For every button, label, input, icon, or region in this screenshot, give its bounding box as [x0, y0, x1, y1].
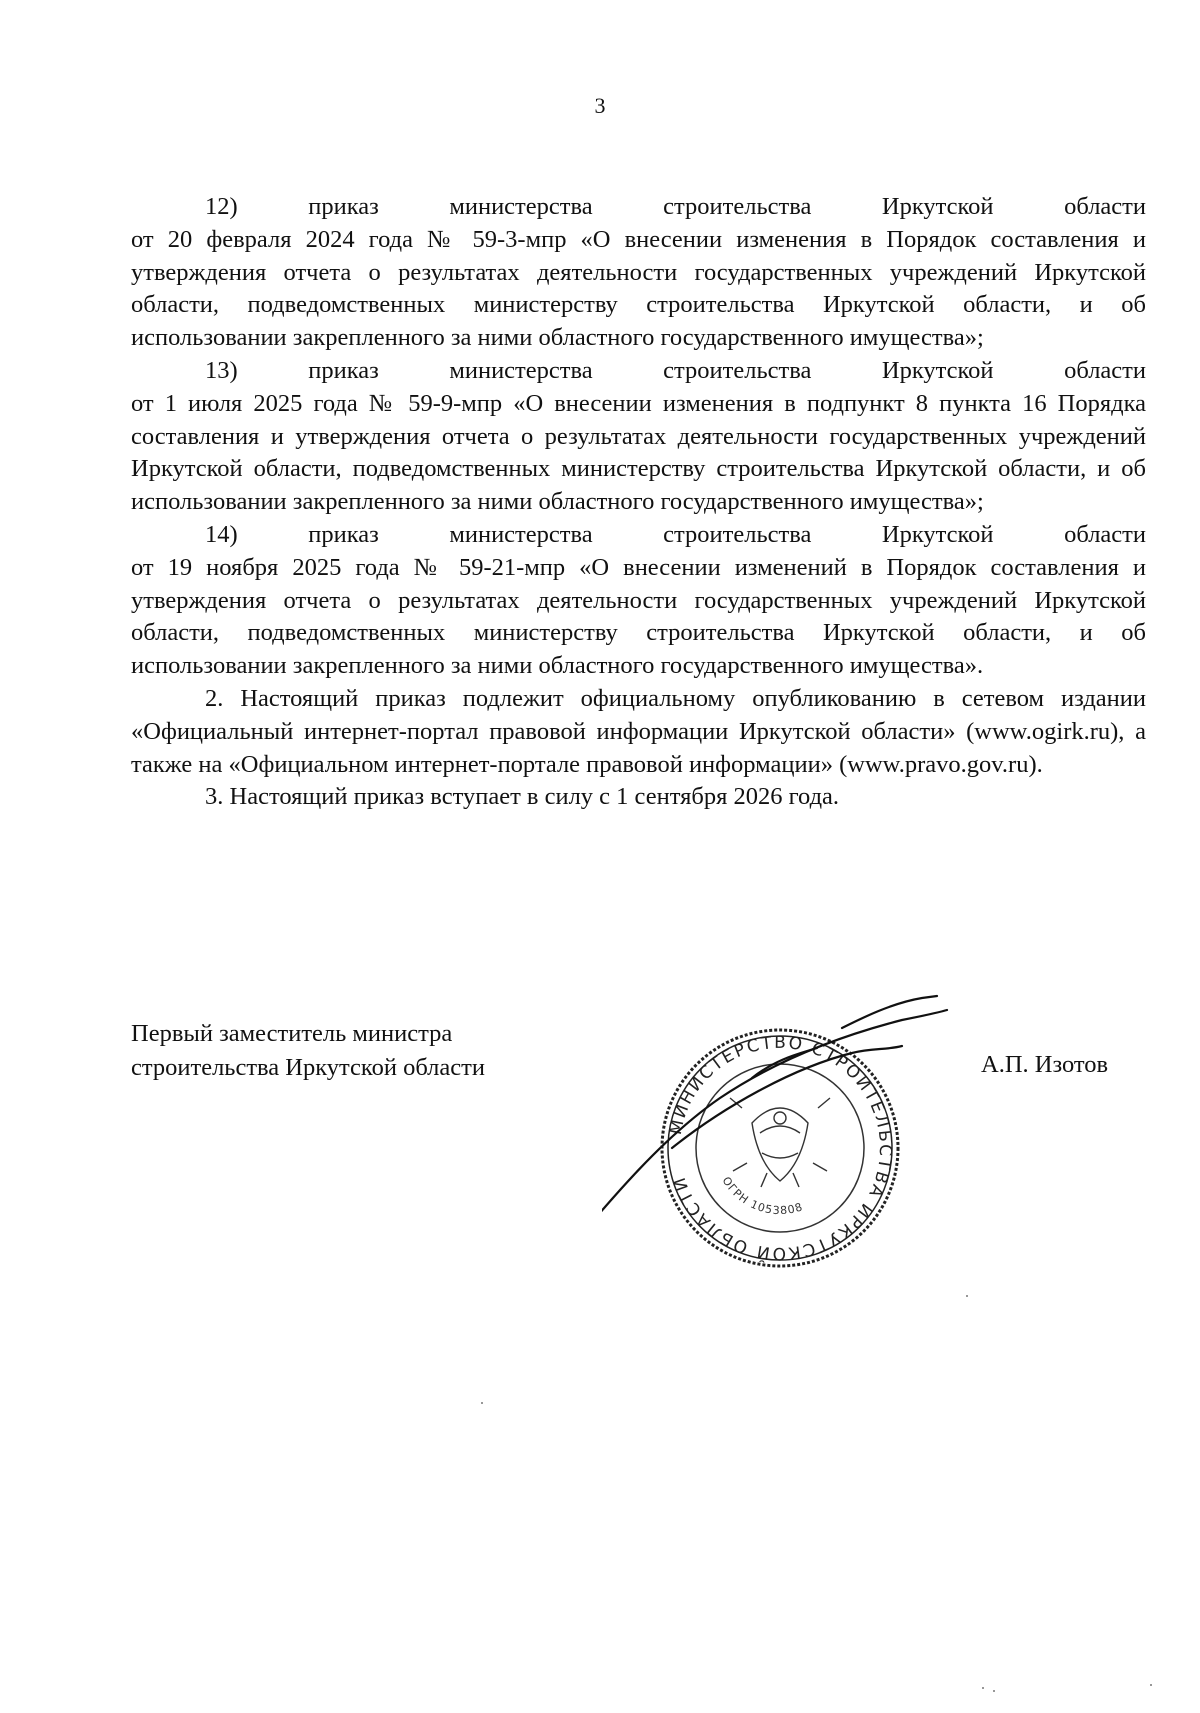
seal-graphic — [602, 958, 962, 1288]
coat-of-arms-icon — [730, 1098, 830, 1187]
document-body — [131, 191, 1146, 814]
item-14-first-line: 14) приказ министерства строительства Иркутской области — [205, 520, 1146, 548]
item-13-text: от 1 июля 2025 года № 59-9-мпр «О внесении изменения в подпункт 8 пункта 16 Порядка составления и утверждения отчета о результатах деятельности государственных учреждений Иркутской области, подведомственных министерству строительства Иркутской области, и об использовании закрепленного за ними областного государственного имущества»; — [131, 389, 1146, 516]
seal-inner-text: ОГРН 1053808 — [719, 1174, 805, 1218]
item-13-first-line: 13) приказ министерства строительства Иркутской области — [205, 356, 1146, 384]
scan-speck — [481, 1402, 483, 1404]
seal-outer-ring — [662, 1030, 898, 1266]
item-12-text: от 20 февраля 2024 года № 59-3-мпр «О внесении изменения в Порядок составления и утверждения отчета о результатах деятельности государственных учреждений Иркутской области, подведомственных министерству строительства Иркутской области, и об использовании закрепленного за ними областного государственного имущества»; — [131, 225, 1146, 352]
signatory-name: А.П. Изотов — [981, 1051, 1109, 1078]
section-3-effective-date: 3. Настоящий приказ вступает в силу с 1 сентября 2026 года. — [205, 783, 840, 811]
page-number: 3 — [594, 93, 606, 118]
official-seal-with-signature — [602, 958, 962, 1288]
item-12-first-line: 12) приказ министерства строительства Иркутской области — [205, 193, 1146, 220]
signatory-position — [131, 1017, 485, 1085]
item-14-text: от 19 ноября 2025 года № 59-21-мпр «О внесении изменений в Порядок составления и утверждения отчета о результатах деятельности государственных учреждений Иркутской области, подведомственных министерству строительства Иркутской области, и об использовании закрепленного за ними областного государственного имущества». — [131, 553, 1146, 680]
scan-speck — [982, 1687, 984, 1689]
signatory-position-line-2: строительства Иркутской области — [131, 1054, 485, 1081]
signatory-position-line-1: Первый заместитель министра — [131, 1020, 453, 1047]
scan-speck — [993, 1690, 995, 1692]
seal-outer-text: МИНИСТЕРСТВО СТРОИТЕЛЬСТВА ИРКУТСКОЙ ОБЛАСТИ — [665, 1032, 896, 1264]
scan-speck — [1150, 1684, 1152, 1686]
scan-speck — [966, 1295, 968, 1297]
section-2-publication: 2. Настоящий приказ подлежит официальному опубликованию в сетевом издании «Официальный интернет-портал правовой информации Иркутской области» (www.ogirk.ru), а также на «Официальном интернет-портале правовой информации» (www.pravo.gov.ru). — [131, 684, 1146, 778]
